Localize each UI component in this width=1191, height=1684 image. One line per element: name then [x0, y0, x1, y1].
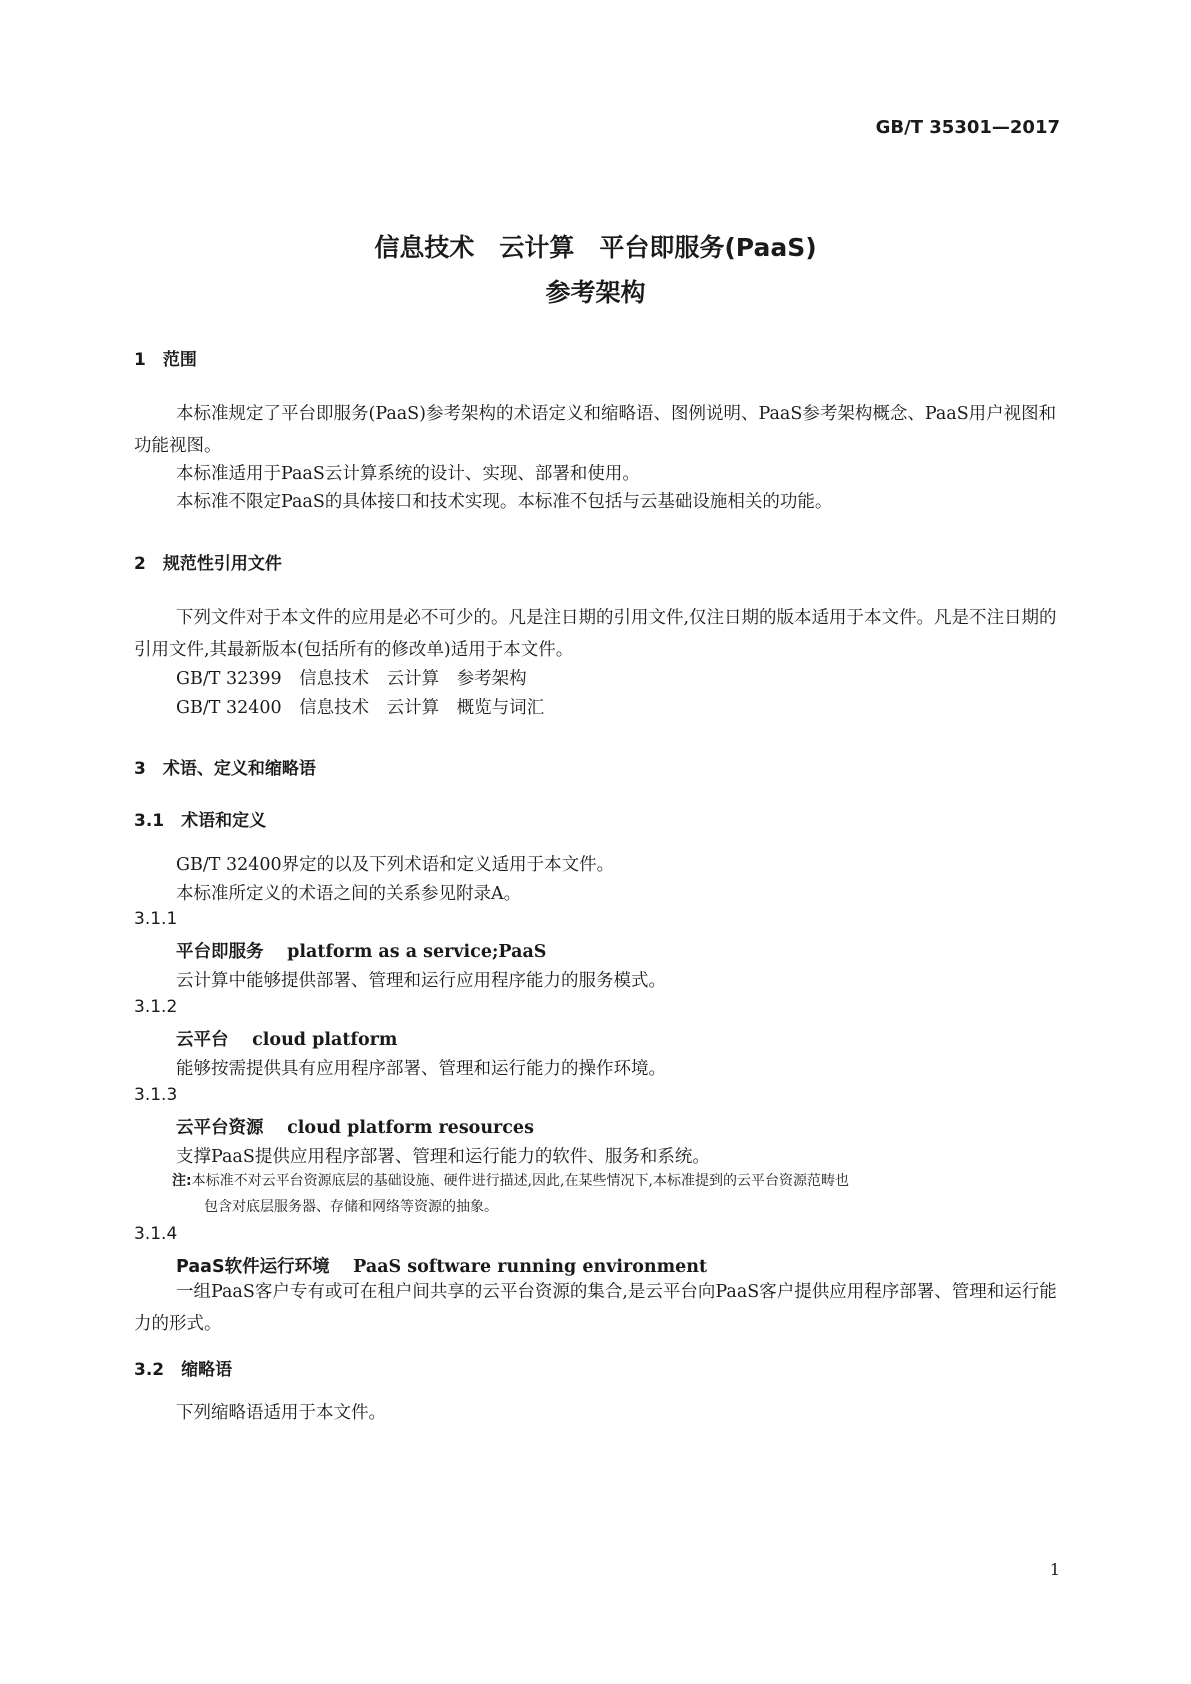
term-title: [176, 1026, 397, 1051]
section-3-1-paragraph-1: GB/T 32400界定的以及下列术语和定义适用于本文件。: [176, 855, 615, 875]
term-zh: 云平台资源: [176, 1118, 264, 1138]
section-1-paragraph-3: 本标准不限定PaaS的具体接口和技术实现。本标准不包括与云基础设施相关的功能。: [176, 492, 833, 512]
section-3-heading: 3 术语、定义和缩略语: [134, 759, 316, 779]
term-number: 3.1.3: [134, 1085, 178, 1105]
section-3-2-heading: 3.2 缩略语: [134, 1360, 233, 1380]
term-definition: 能够按需提供具有应用程序部署、管理和运行能力的操作环境。: [176, 1059, 666, 1079]
term-zh: 云平台: [176, 1030, 229, 1050]
document-subtitle: 参考架构: [545, 278, 646, 307]
section-1-paragraph-1: 本标准规定了平台即服务(PaaS)参考架构的术语定义和缩略语、图例说明、PaaS参考架构概念、PaaS用户视图和功能视图。: [134, 404, 1057, 456]
note-line-1: 本标准不对云平台资源底层的基础设施、硬件进行描述,因此,在某些情况下,本标准提到的云平台资源范畴也: [191, 1173, 849, 1189]
term-zh: PaaS软件运行环境: [176, 1257, 330, 1277]
section-2-paragraph-1: 下列文件对于本文件的应用是必不可少的。凡是注日期的引用文件,仅注日期的版本适用于本文件。凡是不注日期的引用文件,其最新版本(包括所有的修改单)适用于本文件。: [134, 608, 1057, 660]
section-3-1-paragraph-2: 本标准所定义的术语之间的关系参见附录A。: [176, 884, 522, 904]
note: [172, 1168, 1062, 1220]
term-en: platform as a service;PaaS: [287, 942, 547, 962]
term-definition: 云计算中能够提供部署、管理和运行应用程序能力的服务模式。: [176, 971, 666, 991]
note-line-2: 包含对底层服务器、存储和网络等资源的抽象。: [204, 1199, 498, 1215]
term-title: [176, 1114, 534, 1139]
term-en: cloud platform resources: [287, 1118, 534, 1138]
section-3-1-heading: 3.1 术语和定义: [134, 811, 267, 831]
standard-number: GB/T 35301—2017: [875, 117, 1060, 138]
term-en: cloud platform: [252, 1030, 398, 1050]
section-2-heading: 2 规范性引用文件: [134, 554, 282, 574]
reference-gbt-32399: GB/T 32399 信息技术 云计算 参考架构: [176, 669, 527, 689]
reference-gbt-32400: GB/T 32400 信息技术 云计算 概览与词汇: [176, 698, 545, 718]
section-3-2-paragraph-1: 下列缩略语适用于本文件。: [176, 1403, 386, 1423]
note-label: 注:: [172, 1173, 192, 1189]
term-en: PaaS software running environment: [353, 1257, 708, 1277]
term-definition: 一组PaaS客户专有或可在租户间共享的云平台资源的集合,是云平台向PaaS客户提供应用程序部署、管理和运行能力的形式。: [134, 1282, 1057, 1334]
term-number: 3.1.4: [134, 1224, 178, 1244]
section-1-heading: 1 范围: [134, 350, 197, 370]
document-title: 信息技术 云计算 平台即服务(PaaS): [374, 233, 817, 262]
section-1-paragraph-2: 本标准适用于PaaS云计算系统的设计、实现、部署和使用。: [176, 464, 640, 484]
term-definition: 支撑PaaS提供应用程序部署、管理和运行能力的软件、服务和系统。: [176, 1147, 710, 1167]
term-title: [176, 938, 546, 963]
page-number: 1: [1049, 1560, 1060, 1579]
term-title: [176, 1253, 707, 1278]
term-zh: 平台即服务: [176, 942, 264, 962]
term-number: 3.1.2: [134, 997, 178, 1017]
term-number: 3.1.1: [134, 909, 178, 929]
